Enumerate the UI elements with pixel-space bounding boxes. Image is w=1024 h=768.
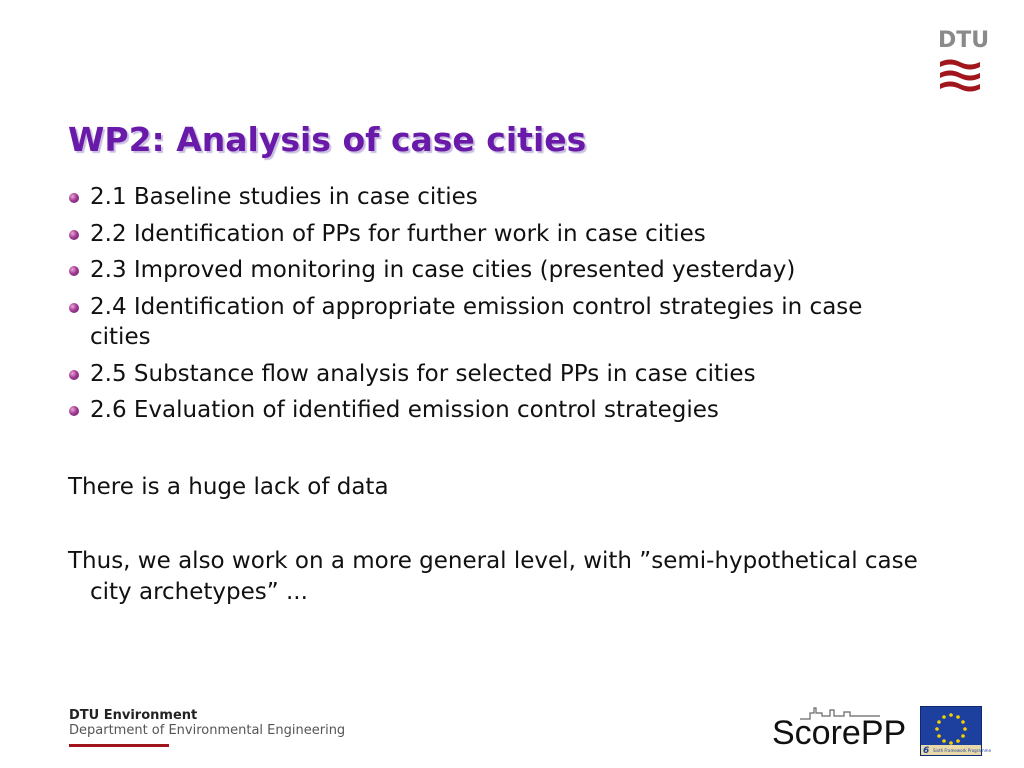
footer-dept-name: DTU Environment bbox=[69, 708, 198, 723]
bullet-text: 2.6 Evaluation of identified emission control strategies bbox=[90, 397, 719, 423]
footer-department bbox=[69, 708, 345, 747]
slide-title: WP2: Analysis of case cities bbox=[68, 120, 587, 159]
bullet-text: 2.5 Substance flow analysis for selected PPs in case cities bbox=[90, 360, 756, 387]
dtu-wave-icon bbox=[938, 58, 982, 92]
eu-flag-icon bbox=[920, 706, 992, 756]
bullet-item bbox=[68, 359, 928, 390]
scorepp-logo bbox=[770, 704, 910, 756]
bullet-text: 2.3 Improved monitoring in case cities (presented yesterday) bbox=[90, 257, 796, 283]
paragraph-archetypes: Thus, we also work on a more general level, with ”semi-hypothetical case city archetypes” ... bbox=[68, 548, 918, 605]
bullet-dot-icon bbox=[69, 370, 79, 380]
bullet-text: 2.2 Identification of PPs for further work in case cities bbox=[90, 220, 706, 247]
svg-text:6: 6 bbox=[923, 746, 930, 756]
eu-flag-caption: Sixth Framework Programme bbox=[933, 748, 992, 753]
bullet-dot-icon bbox=[69, 303, 79, 313]
bullet-item bbox=[68, 395, 928, 426]
paragraph-data-lack: There is a huge lack of data bbox=[68, 474, 389, 500]
bullet-dot-icon bbox=[69, 193, 79, 203]
bullet-list bbox=[68, 182, 928, 432]
footer-divider bbox=[69, 744, 169, 747]
dtu-logo-text: DTU bbox=[938, 28, 990, 53]
scorepp-logo-text: ScorePP bbox=[772, 714, 907, 752]
bullet-dot-icon bbox=[69, 230, 79, 240]
bullet-item bbox=[68, 292, 928, 353]
bullet-item bbox=[68, 219, 928, 250]
bullet-item bbox=[68, 255, 928, 286]
bullet-dot-icon bbox=[69, 266, 79, 276]
bullet-item bbox=[68, 182, 928, 213]
bullet-dot-icon bbox=[69, 406, 79, 416]
footer-dept-subtitle: Department of Environmental Engineering bbox=[69, 723, 346, 738]
bullet-text: 2.4 Identification of appropriate emission control strategies in case cities bbox=[90, 293, 863, 350]
bullet-text: 2.1 Baseline studies in case cities bbox=[90, 184, 478, 210]
dtu-logo bbox=[938, 28, 990, 92]
